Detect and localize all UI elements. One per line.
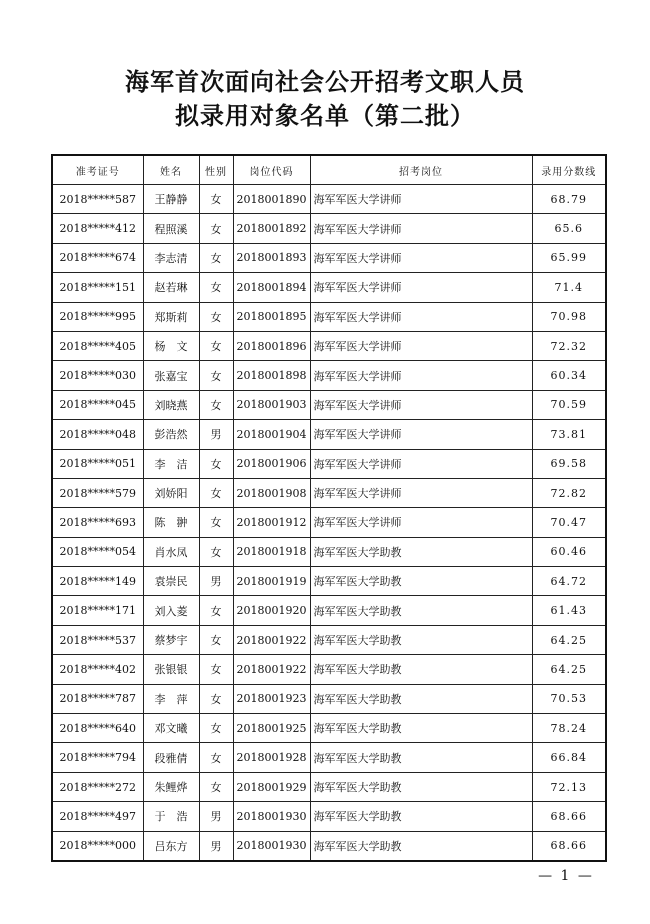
cell-position: 海军军医大学助教 [310, 537, 532, 566]
cell-exam-id: 2018*****579 [52, 478, 143, 507]
cell-score: 78.24 [532, 714, 606, 743]
cell-score: 61.43 [532, 596, 606, 625]
cell-gender: 女 [199, 331, 233, 360]
cell-position-code: 2018001893 [233, 243, 310, 272]
cell-gender: 女 [199, 214, 233, 243]
cell-exam-id: 2018*****171 [52, 596, 143, 625]
cell-position-code: 2018001930 [233, 802, 310, 831]
cell-position-code: 2018001923 [233, 684, 310, 713]
cell-exam-id: 2018*****995 [52, 302, 143, 331]
table-body [52, 185, 606, 861]
cell-gender: 女 [199, 596, 233, 625]
cell-position-code: 2018001908 [233, 478, 310, 507]
cell-exam-id: 2018*****030 [52, 361, 143, 390]
table-row [52, 743, 606, 772]
cell-position-code: 2018001894 [233, 273, 310, 302]
cell-name: 张嘉宝 [143, 361, 199, 390]
table-row [52, 390, 606, 419]
table-row [52, 831, 606, 861]
cell-score: 72.13 [532, 772, 606, 801]
cell-position: 海军军医大学助教 [310, 567, 532, 596]
cell-gender: 男 [199, 420, 233, 449]
table-header [52, 155, 606, 185]
table-row [52, 567, 606, 596]
cell-score: 64.25 [532, 625, 606, 654]
cell-name: 李 洁 [143, 449, 199, 478]
cell-name: 刘入菱 [143, 596, 199, 625]
cell-exam-id: 2018*****537 [52, 625, 143, 654]
cell-exam-id: 2018*****405 [52, 331, 143, 360]
cell-position-code: 2018001904 [233, 420, 310, 449]
cell-position: 海军军医大学助教 [310, 772, 532, 801]
table-row [52, 655, 606, 684]
cell-score: 69.58 [532, 449, 606, 478]
cell-name: 蔡梦宇 [143, 625, 199, 654]
cell-score: 66.84 [532, 743, 606, 772]
cell-score: 64.72 [532, 567, 606, 596]
cell-exam-id: 2018*****640 [52, 714, 143, 743]
cell-score: 70.53 [532, 684, 606, 713]
cell-score: 68.79 [532, 185, 606, 214]
cell-name: 郑斯莉 [143, 302, 199, 331]
cell-position: 海军军医大学助教 [310, 714, 532, 743]
cell-gender: 男 [199, 567, 233, 596]
table-row [52, 772, 606, 801]
cell-score: 73.81 [532, 420, 606, 449]
table-row [52, 214, 606, 243]
cell-exam-id: 2018*****051 [52, 449, 143, 478]
cell-score: 60.34 [532, 361, 606, 390]
cell-position-code: 2018001906 [233, 449, 310, 478]
cell-exam-id: 2018*****149 [52, 567, 143, 596]
cell-score: 70.59 [532, 390, 606, 419]
cell-exam-id: 2018*****045 [52, 390, 143, 419]
cell-score: 60.46 [532, 537, 606, 566]
cell-position: 海军军医大学助教 [310, 802, 532, 831]
cell-gender: 女 [199, 478, 233, 507]
cell-exam-id: 2018*****272 [52, 772, 143, 801]
cell-exam-id: 2018*****693 [52, 508, 143, 537]
cell-score: 70.47 [532, 508, 606, 537]
cell-position: 海军军医大学助教 [310, 684, 532, 713]
cell-score: 65.99 [532, 243, 606, 272]
cell-gender: 女 [199, 537, 233, 566]
cell-gender: 女 [199, 684, 233, 713]
cell-name: 彭浩然 [143, 420, 199, 449]
cell-name: 李 萍 [143, 684, 199, 713]
cell-exam-id: 2018*****402 [52, 655, 143, 684]
cell-gender: 男 [199, 802, 233, 831]
document-title-line2: 拟录用对象名单（第二批） [175, 101, 475, 130]
cell-position: 海军军医大学讲师 [310, 478, 532, 507]
cell-gender: 女 [199, 714, 233, 743]
table-row [52, 361, 606, 390]
cell-position: 海军军医大学讲师 [310, 331, 532, 360]
header-gender: 性别 [199, 155, 233, 185]
cell-name: 程照溪 [143, 214, 199, 243]
cell-name: 袁崇民 [143, 567, 199, 596]
cell-name: 段雅倩 [143, 743, 199, 772]
cell-position: 海军军医大学讲师 [310, 273, 532, 302]
table-row [52, 684, 606, 713]
table-row [52, 449, 606, 478]
cell-position-code: 2018001922 [233, 625, 310, 654]
table-row [52, 508, 606, 537]
cell-name: 刘晓燕 [143, 390, 199, 419]
cell-name: 杨 文 [143, 331, 199, 360]
table-row [52, 596, 606, 625]
cell-name: 陈 翀 [143, 508, 199, 537]
cell-score: 68.66 [532, 802, 606, 831]
cell-name: 朱鲤烨 [143, 772, 199, 801]
cell-name: 李志清 [143, 243, 199, 272]
cell-position: 海军军医大学讲师 [310, 302, 532, 331]
table-row [52, 802, 606, 831]
cell-position: 海军军医大学讲师 [310, 361, 532, 390]
header-exam-id: 准考证号 [52, 155, 143, 185]
table-row [52, 420, 606, 449]
candidate-table [51, 154, 607, 862]
cell-name: 张银银 [143, 655, 199, 684]
cell-position-code: 2018001895 [233, 302, 310, 331]
table-row [52, 478, 606, 507]
cell-exam-id: 2018*****794 [52, 743, 143, 772]
table-row [52, 331, 606, 360]
cell-position: 海军军医大学讲师 [310, 390, 532, 419]
table-row [52, 302, 606, 331]
cell-score: 65.6 [532, 214, 606, 243]
cell-gender: 女 [199, 508, 233, 537]
cell-position: 海军军医大学助教 [310, 596, 532, 625]
cell-gender: 女 [199, 743, 233, 772]
cell-gender: 女 [199, 655, 233, 684]
cell-position-code: 2018001898 [233, 361, 310, 390]
cell-position: 海军军医大学助教 [310, 743, 532, 772]
cell-exam-id: 2018*****151 [52, 273, 143, 302]
cell-gender: 女 [199, 625, 233, 654]
cell-position-code: 2018001918 [233, 537, 310, 566]
header-score: 录用分数线 [532, 155, 606, 185]
cell-score: 72.32 [532, 331, 606, 360]
header-row [52, 155, 606, 185]
cell-position-code: 2018001896 [233, 331, 310, 360]
cell-name: 赵若琳 [143, 273, 199, 302]
cell-gender: 女 [199, 243, 233, 272]
cell-name: 于 浩 [143, 802, 199, 831]
cell-position-code: 2018001912 [233, 508, 310, 537]
cell-gender: 女 [199, 772, 233, 801]
cell-position: 海军军医大学讲师 [310, 449, 532, 478]
cell-position-code: 2018001925 [233, 714, 310, 743]
cell-position-code: 2018001929 [233, 772, 310, 801]
cell-position-code: 2018001903 [233, 390, 310, 419]
cell-position: 海军军医大学讲师 [310, 508, 532, 537]
cell-exam-id: 2018*****054 [52, 537, 143, 566]
table-row [52, 537, 606, 566]
table-row [52, 625, 606, 654]
cell-score: 72.82 [532, 478, 606, 507]
cell-gender: 女 [199, 449, 233, 478]
cell-exam-id: 2018*****674 [52, 243, 143, 272]
cell-position: 海军军医大学助教 [310, 655, 532, 684]
cell-position: 海军军医大学助教 [310, 831, 532, 861]
table-row [52, 714, 606, 743]
table-row [52, 243, 606, 272]
cell-gender: 女 [199, 273, 233, 302]
cell-position-code: 2018001892 [233, 214, 310, 243]
cell-score: 68.66 [532, 831, 606, 861]
cell-score: 70.98 [532, 302, 606, 331]
cell-position-code: 2018001919 [233, 567, 310, 596]
header-position-code: 岗位代码 [233, 155, 310, 185]
document-title-line1: 海军首次面向社会公开招考文职人员 [125, 67, 525, 96]
cell-position-code: 2018001930 [233, 831, 310, 861]
cell-gender: 女 [199, 361, 233, 390]
cell-exam-id: 2018*****497 [52, 802, 143, 831]
cell-gender: 女 [199, 390, 233, 419]
cell-position-code: 2018001922 [233, 655, 310, 684]
cell-score: 64.25 [532, 655, 606, 684]
cell-exam-id: 2018*****000 [52, 831, 143, 861]
cell-position: 海军军医大学讲师 [310, 214, 532, 243]
cell-name: 肖水凤 [143, 537, 199, 566]
cell-name: 吕东方 [143, 831, 199, 861]
cell-exam-id: 2018*****412 [52, 214, 143, 243]
cell-gender: 女 [199, 302, 233, 331]
cell-position-code: 2018001920 [233, 596, 310, 625]
cell-position-code: 2018001890 [233, 185, 310, 214]
cell-name: 刘娇阳 [143, 478, 199, 507]
cell-position: 海军军医大学讲师 [310, 185, 532, 214]
table-row [52, 185, 606, 214]
page-number: — 1 — [538, 868, 594, 884]
cell-position: 海军军医大学讲师 [310, 420, 532, 449]
cell-exam-id: 2018*****048 [52, 420, 143, 449]
cell-name: 邓文曦 [143, 714, 199, 743]
cell-score: 71.4 [532, 273, 606, 302]
cell-gender: 男 [199, 831, 233, 861]
cell-position: 海军军医大学讲师 [310, 243, 532, 272]
cell-exam-id: 2018*****787 [52, 684, 143, 713]
cell-exam-id: 2018*****587 [52, 185, 143, 214]
cell-name: 王静静 [143, 185, 199, 214]
cell-gender: 女 [199, 185, 233, 214]
header-name: 姓名 [143, 155, 199, 185]
cell-position-code: 2018001928 [233, 743, 310, 772]
cell-position: 海军军医大学助教 [310, 625, 532, 654]
table-row [52, 273, 606, 302]
header-position: 招考岗位 [310, 155, 532, 185]
